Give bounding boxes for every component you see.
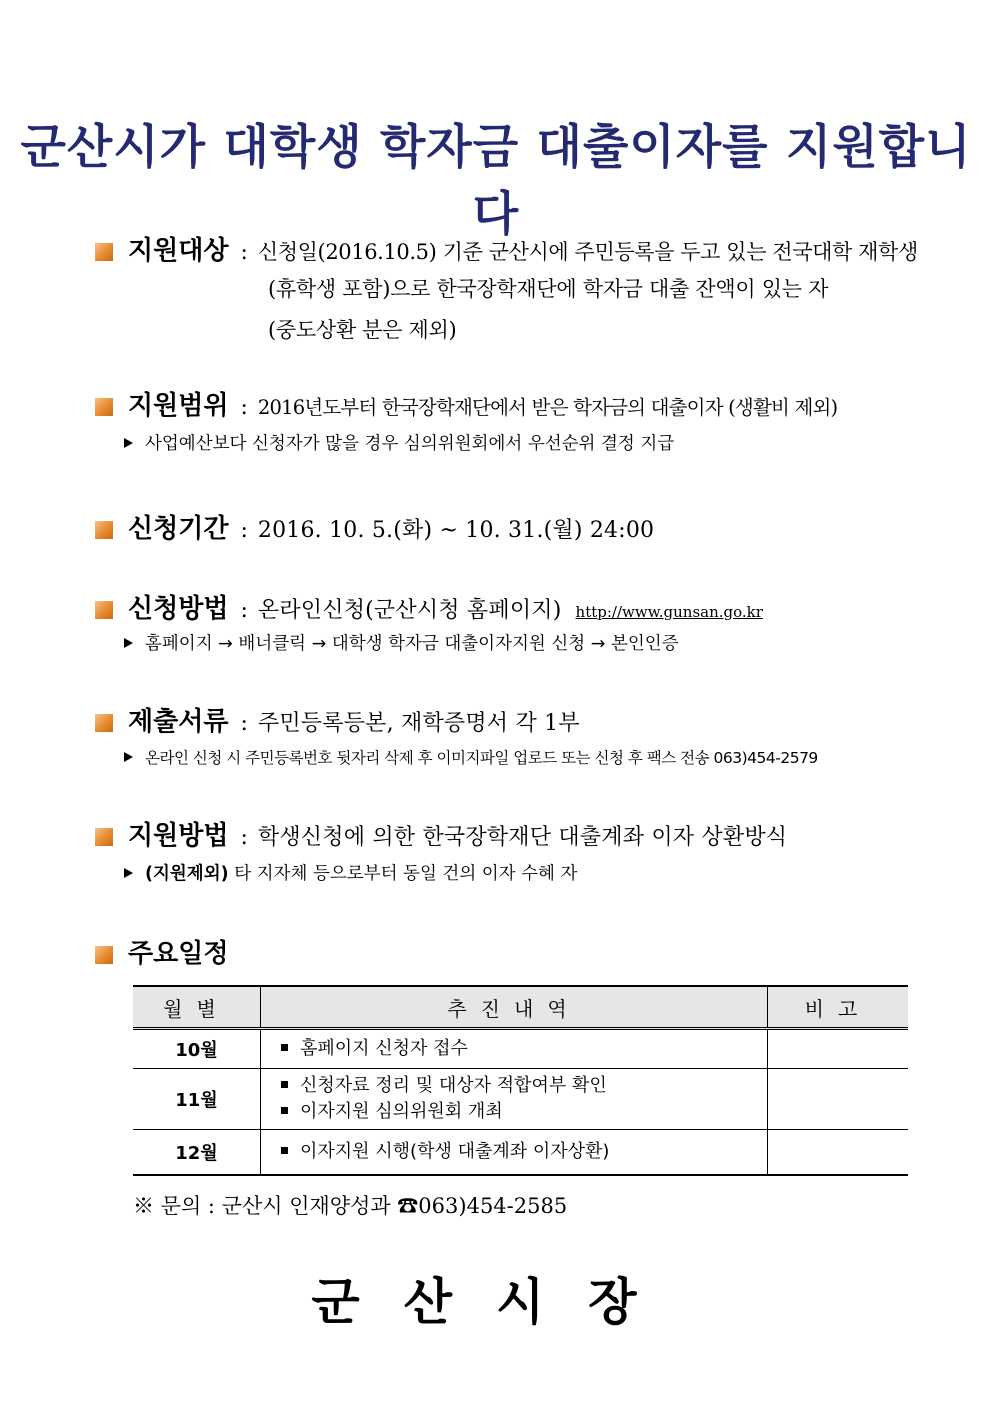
triangle-bullet-icon [124,638,133,648]
col-header-details: 추진내역 [261,986,768,1029]
section-schedule [95,933,925,970]
details-item: 신청자료 정리 및 대상자 적합여부 확인 [300,1075,607,1096]
details-item: 이자지원 심의위원회 개최 [300,1101,503,1122]
section-note [124,746,818,768]
square-bullet-icon [281,1147,288,1154]
section-support-method [95,815,925,852]
section-label: 지원대상 [128,236,229,266]
section-label: 제출서류 [128,707,229,737]
note-cell [768,1130,909,1175]
section-value: 2016년도부터 한국장학재단에서 받은 학자금의 대출이자 (생활비 제외) [257,396,838,419]
note-text: 홈페이지 → 배너클릭 → 대학생 학자금 대출이자지원 신청 → 본인인증 [145,634,679,654]
triangle-bullet-icon [124,438,133,448]
triangle-bullet-icon [124,868,133,878]
section-value: 주민등록등본, 재학증명서 각 1부 [257,711,580,736]
section-scope [95,385,925,422]
note-text: 온라인 신청 시 주민등록번호 뒷자리 삭제 후 이미지파일 업로드 또는 신청 후 팩스 전송 063)454-2579 [145,749,818,767]
section-label: 지원방법 [128,821,229,851]
triangle-bullet-icon [124,752,133,762]
section-note [124,860,577,885]
signature: 군산시장 [311,1273,681,1331]
details-item: 이자지원 시행(학생 대출계좌 이자상환) [300,1140,610,1162]
square-bullet-icon [95,398,113,416]
table-row [133,1029,908,1069]
colon: : [240,711,248,736]
month-cell: 10월 [133,1029,261,1069]
details-cell [261,1069,768,1130]
section-eligibility [95,230,925,267]
square-bullet-icon [281,1081,288,1088]
table-header-row [133,986,908,1029]
colon: : [240,825,248,850]
square-bullet-icon [95,828,113,846]
square-bullet-icon [281,1107,288,1114]
section-value: 신청일(2016.10.5) 기준 군산시에 주민등록을 두고 있는 전국대학 재학생 [257,240,918,264]
note-text: 사업예산보다 신청자가 많을 경우 심의위원회에서 우선순위 결정 지급 [145,434,675,454]
table-row [133,1130,908,1175]
exclusion-label: (지원제외) [145,864,229,884]
square-bullet-icon [95,243,113,261]
section-note [124,630,679,655]
section-period [95,508,925,545]
col-header-note: 비고 [768,986,909,1029]
section-value: 온라인신청(군산시청 홈페이지) [257,598,562,623]
square-bullet-icon [95,946,113,964]
month-cell: 12월 [133,1130,261,1175]
colon: : [240,518,248,543]
note-text: 타 지자체 등으로부터 동일 건의 이자 수혜 자 [234,864,578,884]
colon: : [240,240,248,265]
section-label: 주요일정 [128,939,229,969]
colon: : [240,395,248,420]
square-bullet-icon [95,601,113,619]
note-cell [768,1069,909,1130]
schedule-table [133,985,908,1176]
section-label: 신청기간 [128,514,229,544]
homepage-link[interactable]: http://www.gunsan.go.kr [575,603,763,621]
colon: : [240,598,248,623]
square-bullet-icon [95,714,113,732]
section-documents [95,701,925,738]
contact-info: ※ 문의 : 군산시 인재양성과 ☎063)454-2585 [133,1194,568,1218]
month-cell: 11월 [133,1069,261,1130]
square-bullet-icon [95,521,113,539]
section-label: 지원범위 [128,391,229,421]
section-label: 신청방법 [128,594,229,624]
table-row [133,1069,908,1130]
section-continuation: (휴학생 포함)으로 한국장학재단에 학자금 대출 잔액이 있는 자 [268,277,829,301]
section-method [95,588,925,625]
section-continuation: (중도상환 분은 제외) [268,318,457,342]
details-cell [261,1029,768,1069]
details-item: 홈페이지 신청자 접수 [300,1038,468,1059]
square-bullet-icon [281,1044,288,1051]
page-title: 군산시가 대학생 학자금 대출이자를 지원합니다 [20,120,972,242]
note-cell [768,1029,909,1069]
section-value: 2016. 10. 5.(화) ~ 10. 31.(월) 24:00 [257,518,655,543]
details-cell [261,1130,768,1175]
col-header-month: 월별 [133,986,261,1029]
section-value: 학생신청에 의한 한국장학재단 대출계좌 이자 상환방식 [257,825,788,850]
section-note [124,430,674,455]
